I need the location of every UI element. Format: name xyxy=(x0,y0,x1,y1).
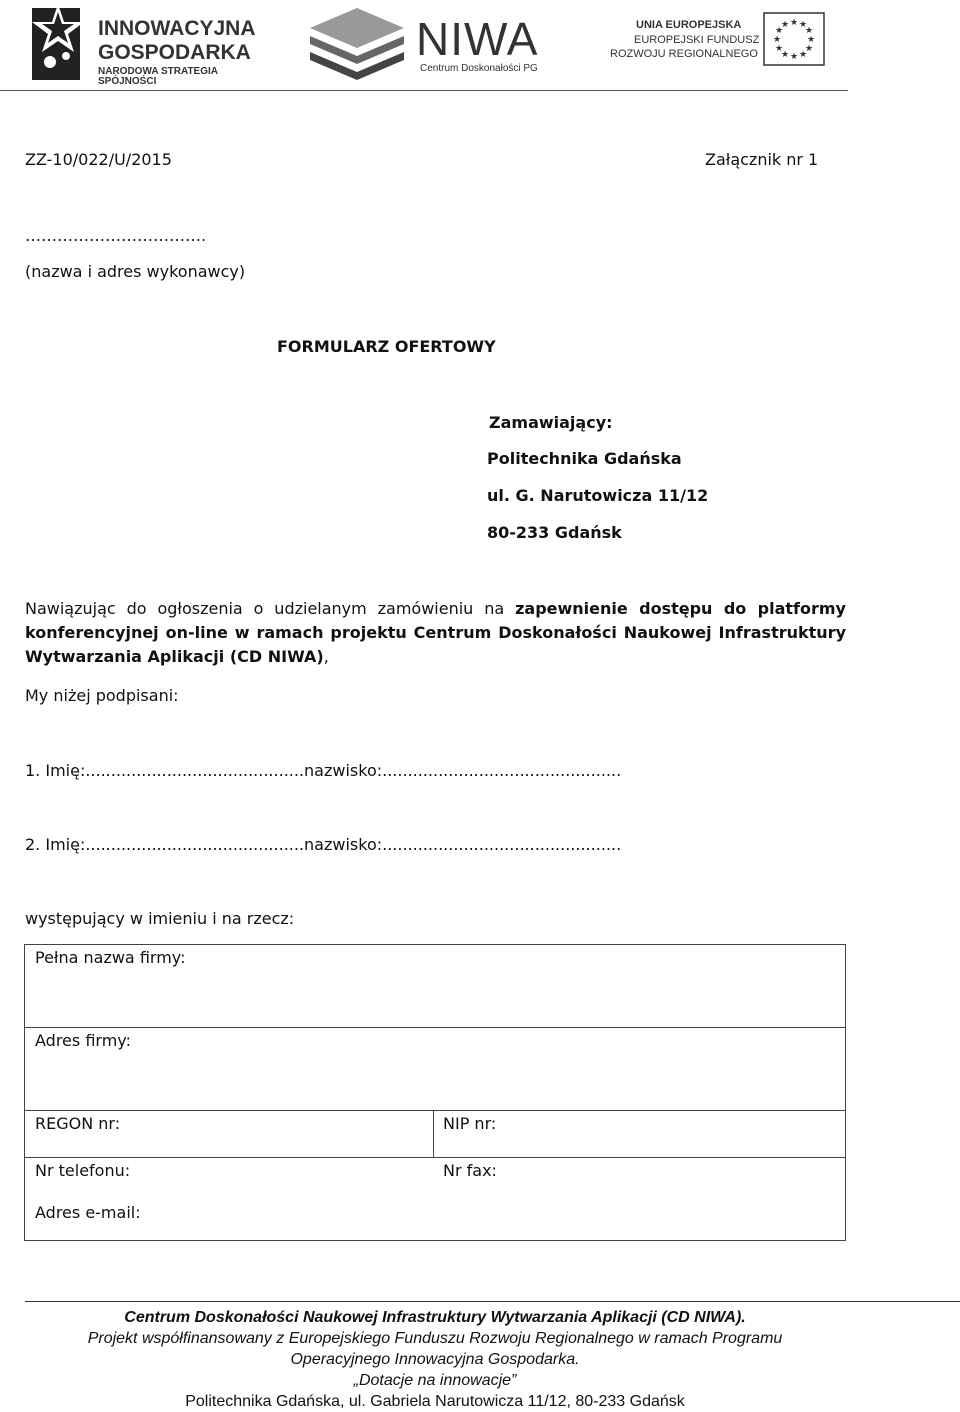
footer-line-4: „Dotacje na innowacje” xyxy=(353,1372,517,1389)
footer-line-3: Operacyjnego Innowacyjna Gospodarka. xyxy=(290,1351,580,1368)
logo3-line3: ROZWOJU REGIONALNEGO xyxy=(610,48,758,60)
intro-paragraph xyxy=(25,597,846,669)
orderer-name: Politechnika Gdańska xyxy=(487,449,682,468)
phone-label: Nr telefonu: xyxy=(35,1161,131,1180)
signed-label: My niżej podpisani: xyxy=(25,686,179,705)
svg-text:★: ★ xyxy=(789,18,799,28)
contractor-label: (nazwa i adres wykonawcy) xyxy=(25,262,246,281)
reference-number: ZZ-10/022/U/2015 xyxy=(25,150,172,169)
table-row-divider xyxy=(25,1027,845,1028)
svg-text:★: ★ xyxy=(774,26,784,36)
person-1-line: 1. Imię:...........................................nazwisko:............................................... xyxy=(25,761,622,780)
logo1-line3: NARODOWA STRATEGIA SPÓJNOŚCI xyxy=(98,66,218,87)
logo1-line1: INNOWACYJNA xyxy=(98,17,256,40)
fax-label: Nr fax: xyxy=(443,1161,497,1180)
contractor-dots: ……………………………. xyxy=(25,226,207,245)
acting-on-behalf-label: występujący w imieniu i na rzecz: xyxy=(25,909,295,928)
email-label: Adres e-mail: xyxy=(35,1203,141,1222)
regon-label: REGON nr: xyxy=(35,1114,121,1133)
logo3-line2: EUROPEJSKI FUNDUSZ xyxy=(634,34,760,46)
intro-text: Nawiązując do ogłoszenia o udzielanym zamówieniu na xyxy=(25,599,516,618)
page-title: FORMULARZ OFERTOWY xyxy=(277,337,496,356)
header-divider xyxy=(0,90,848,91)
person-2-line: 2. Imię:...........................................nazwisko:............................................... xyxy=(25,835,622,854)
orderer-street: ul. G. Narutowicza 11/12 xyxy=(487,486,709,505)
orderer-label: Zamawiający: xyxy=(489,413,613,432)
logo-niwa xyxy=(310,8,560,84)
logo2-name: NIWA xyxy=(416,13,539,65)
logo-innowacyjna-gospodarka xyxy=(28,4,278,87)
svg-text:★: ★ xyxy=(806,35,816,45)
footer-line-1: Centrum Doskonałości Naukowej Infrastruktury Wytwarzania Aplikacji (CD NIWA). xyxy=(124,1309,746,1326)
eu-flag-icon xyxy=(763,12,825,66)
footer-line-5: Politechnika Gdańska, ul. Gabriela Narutowicza 11/12, 80-233 Gdańsk xyxy=(185,1393,685,1410)
intro-end: , xyxy=(323,647,329,666)
nip-label: NIP nr: xyxy=(443,1114,497,1133)
logo-unia-europejska xyxy=(608,12,828,68)
niwa-stripes-icon xyxy=(310,8,404,84)
company-details-table xyxy=(24,944,846,1241)
table-column-divider xyxy=(433,1110,434,1157)
intro-subject: zapewnienie dostępu do platformy konferencyjnej on-line w ramach projektu Centrum Doskonałości Naukowej Infrastruktury Wytwarzania Aplikacji (CD NIWA) xyxy=(25,599,846,666)
svg-text:★: ★ xyxy=(789,52,799,62)
svg-text:★: ★ xyxy=(780,20,790,30)
attachment-label: Załącznik nr 1 xyxy=(705,150,819,169)
svg-text:★: ★ xyxy=(774,44,784,54)
table-row-divider xyxy=(25,1157,845,1158)
company-name-label: Pełna nazwa firmy: xyxy=(35,948,186,967)
svg-text:★: ★ xyxy=(798,20,808,30)
logo1-line2: GOSPODARKA xyxy=(98,41,251,64)
footer-line-2: Projekt współfinansowany z Europejskiego Funduszu Rozwoju Regionalnego w ramach Programu xyxy=(87,1330,783,1347)
svg-text:★: ★ xyxy=(804,26,814,36)
star-emblem-icon xyxy=(28,4,86,80)
svg-text:★: ★ xyxy=(780,50,790,60)
orderer-city: 80-233 Gdańsk xyxy=(487,523,622,542)
svg-text:★: ★ xyxy=(798,50,808,60)
table-row-divider xyxy=(25,1110,845,1111)
company-address-label: Adres firmy: xyxy=(35,1031,131,1050)
svg-text:★: ★ xyxy=(804,44,814,54)
svg-text:★: ★ xyxy=(772,35,782,45)
logo3-line1: UNIA EUROPEJSKA xyxy=(636,19,742,31)
logo2-sub: Centrum Doskonałości PG xyxy=(420,63,538,74)
footer-divider xyxy=(25,1301,960,1302)
